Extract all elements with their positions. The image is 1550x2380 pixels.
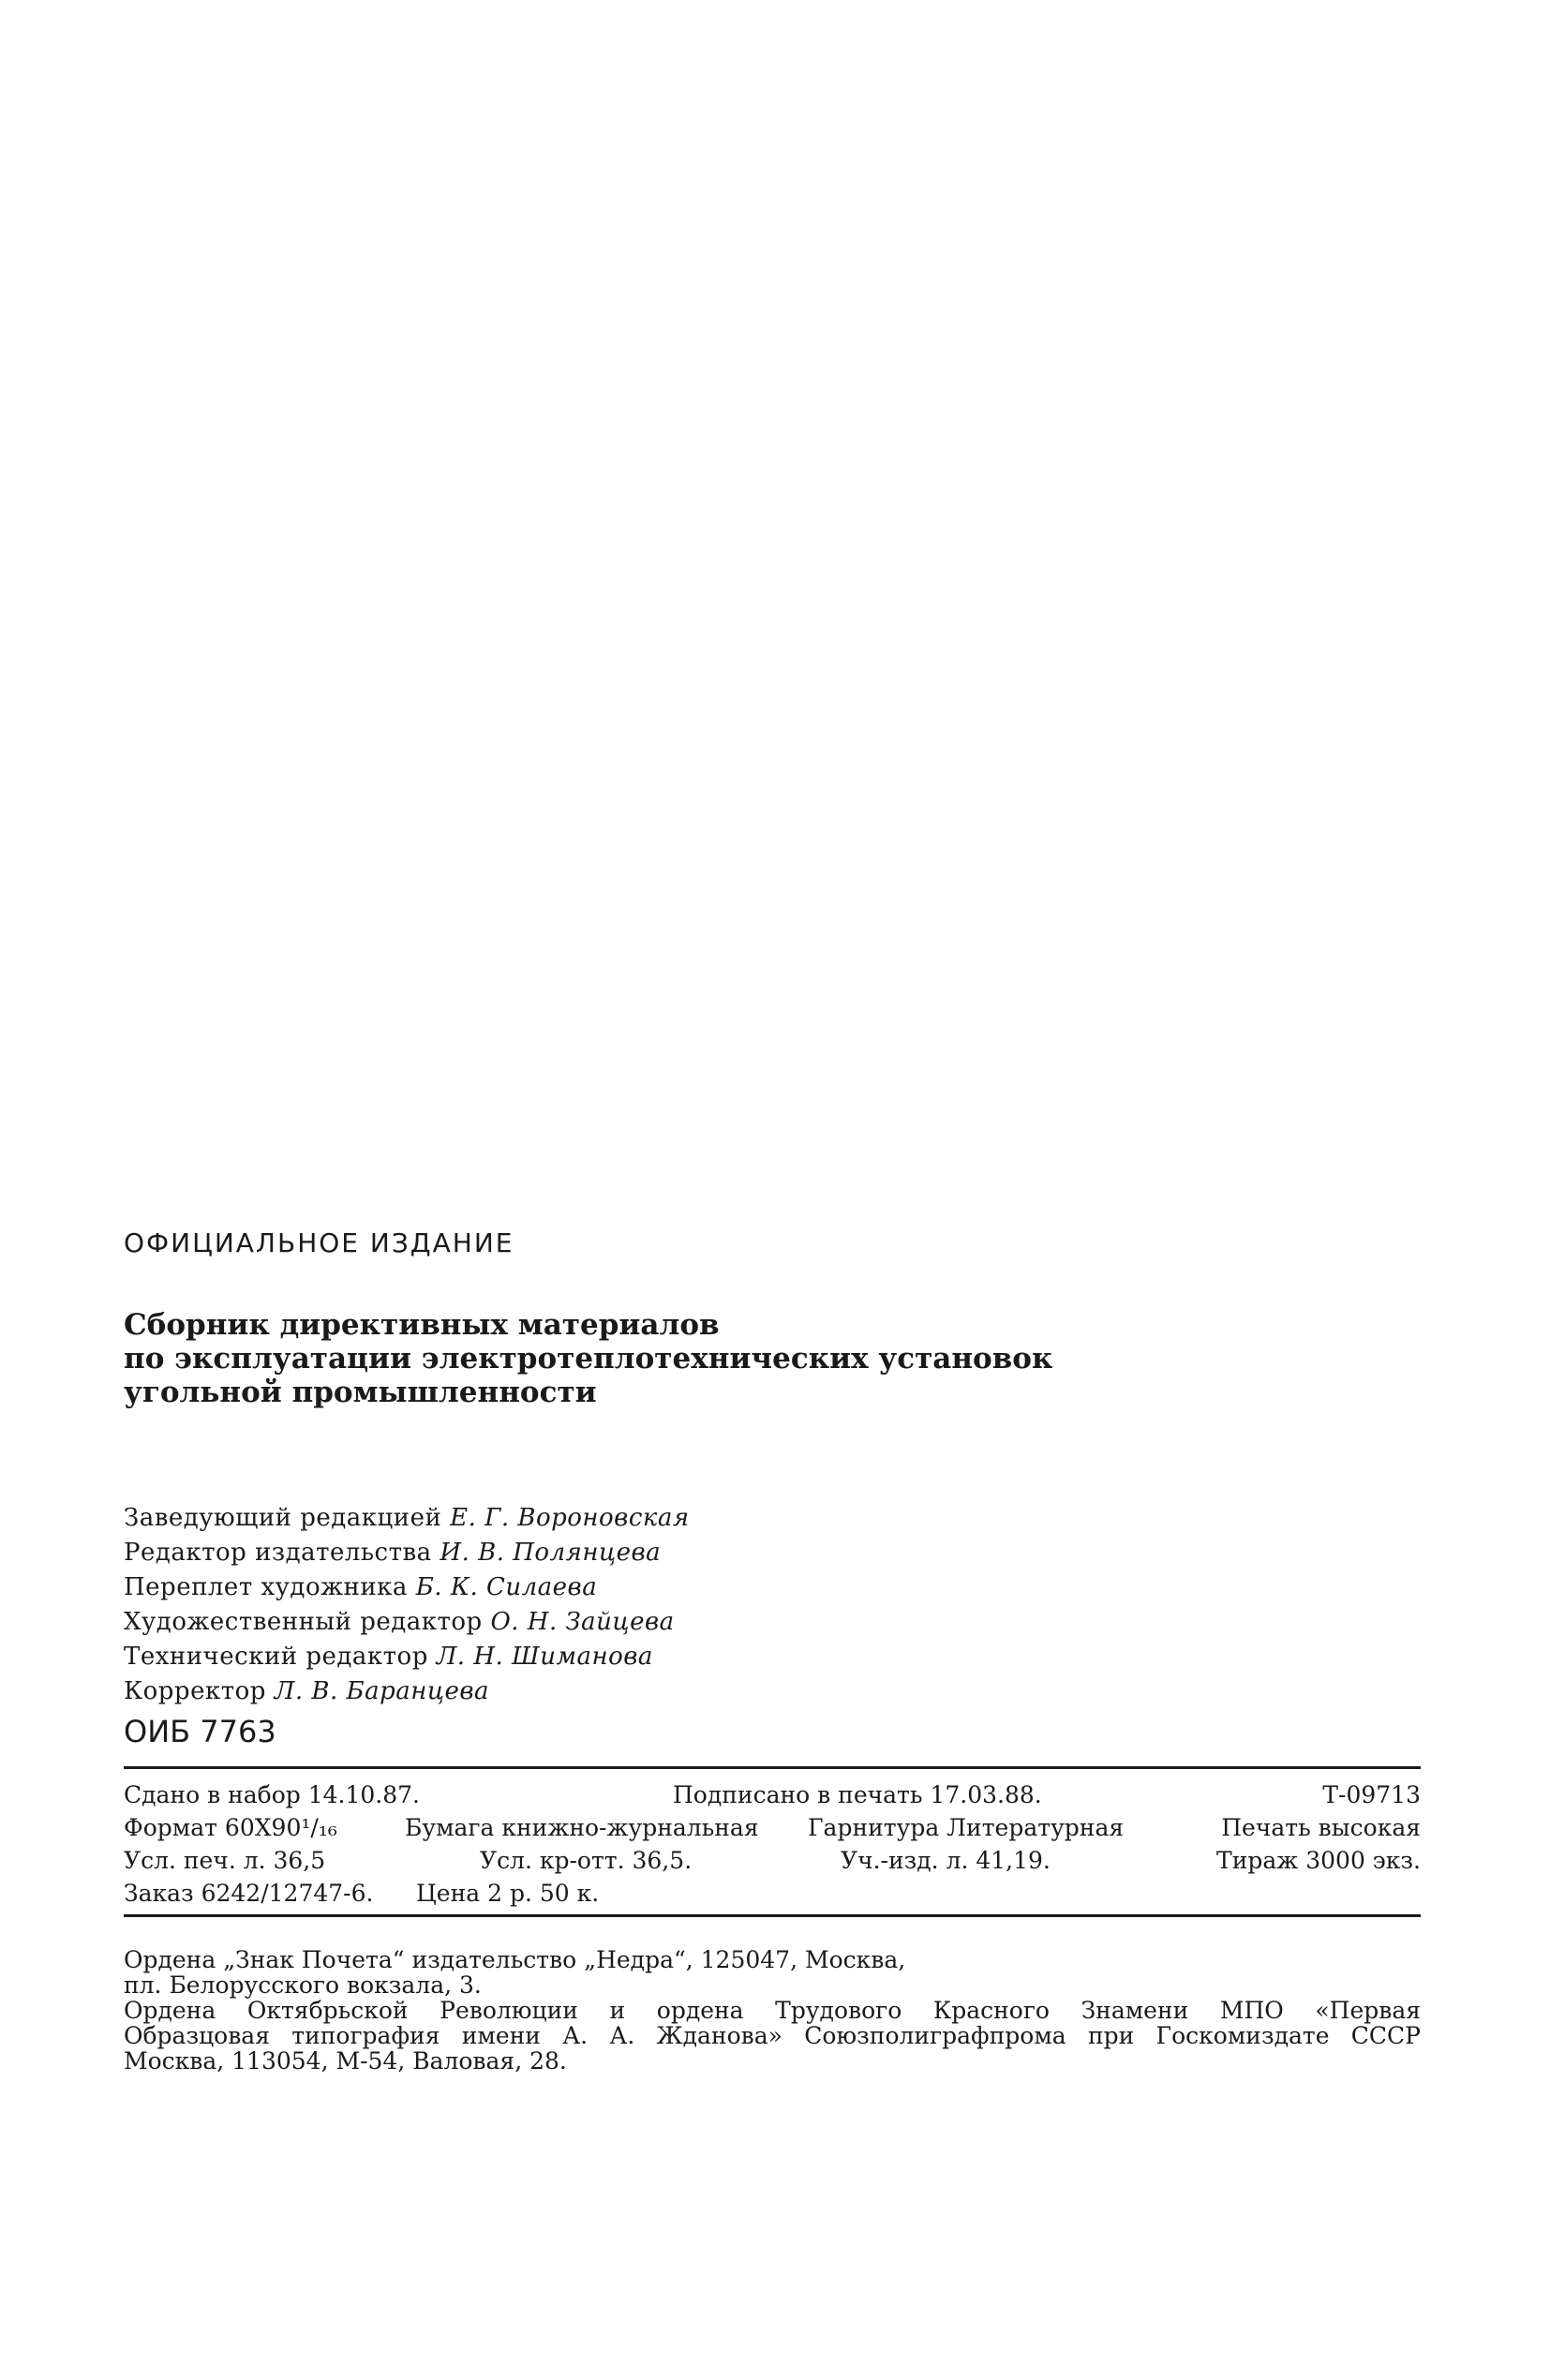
divider-top [124,1766,1421,1769]
imprint-cell: Печать высокая [1221,1814,1421,1841]
imprint-row [124,1811,1421,1844]
credit-name: Б. К. Силаева [415,1573,598,1601]
imprint-cell: Сдано в набор 14.10.87. [124,1781,421,1808]
imprint-block [124,1778,1421,1910]
printer-line: Ордена „Знак Почета“ издательство „Недра“, 125047, Москва, [124,1946,906,1973]
title-line: Сборник директивных материалов [124,1308,720,1342]
credit-role: Заведующий редакцией [124,1504,442,1532]
imprint-cell: Подписано в печать 17.03.88. [673,1781,1042,1808]
oib-number: ОИБ 7763 [124,1714,276,1749]
credits-list [124,1501,1421,1752]
credit-line [124,1674,1421,1709]
credit-name: Л. В. Баранцева [274,1677,490,1705]
credit-role: Редактор издательства [124,1539,432,1567]
imprint-cell: Усл. печ. л. 36,5 [124,1847,326,1874]
printer-line: Образцовая типография имени А. А. Жданова» Союзполиграфпрома при Госкомиздате СССР [124,2022,1421,2049]
credit-name: Л. Н. Шиманова [436,1643,653,1671]
credit-name: О. Н. Зайцева [490,1608,675,1636]
title-line: по эксплуатации электротеплотехнических установок [124,1342,1053,1376]
edition-label: ОФИЦИАЛЬНОЕ ИЗДАНИЕ [124,1227,514,1258]
printer-line: Москва, 113054, М-54, Валовая, 28. [124,2047,567,2075]
printer-info [124,1947,1421,2074]
imprint-row [124,1877,1421,1910]
imprint-row [124,1778,1421,1811]
imprint-cell: Уч.-изд. л. 41,19. [841,1847,1051,1874]
credit-name: Е. Г. Вороновская [450,1504,690,1532]
credit-line [124,1501,1421,1536]
imprint-row [124,1844,1421,1877]
imprint-cell: Усл. кр-отт. 36,5. [480,1847,693,1874]
credit-line [124,1605,1421,1640]
imprint-cell: Тираж 3000 экз. [1216,1847,1421,1874]
credit-line [124,1570,1421,1605]
imprint-cell: Бумага книжно-журнальная [405,1814,759,1841]
imprint-cell: Заказ 6242/12747-6. [124,1880,374,1907]
credit-name: И. В. Полянцева [440,1539,662,1567]
printer-line: пл. Белорусского вокзала, 3. [124,1971,482,1999]
imprint-cell: Т-09713 [1322,1781,1421,1808]
credit-role: Корректор [124,1677,266,1705]
credit-line [124,1536,1421,1570]
credit-role: Художественный редактор [124,1608,483,1636]
credit-line [124,1640,1421,1674]
credit-role: Переплет художника [124,1573,408,1601]
credit-role: Технический редактор [124,1643,428,1671]
divider-bottom [124,1914,1421,1917]
printer-line: Ордена Октябрьской Революции и ордена Трудового Красного Знамени МПО «Первая [124,1997,1421,2024]
book-title [124,1308,1421,1409]
imprint-cell: Гарнитура Литературная [808,1814,1125,1841]
imprint-cell: Цена 2 р. 50 к. [416,1880,600,1907]
title-line: угольной промышленности [124,1376,597,1409]
imprint-cell: Формат 60X90¹/₁₆ [124,1814,337,1841]
